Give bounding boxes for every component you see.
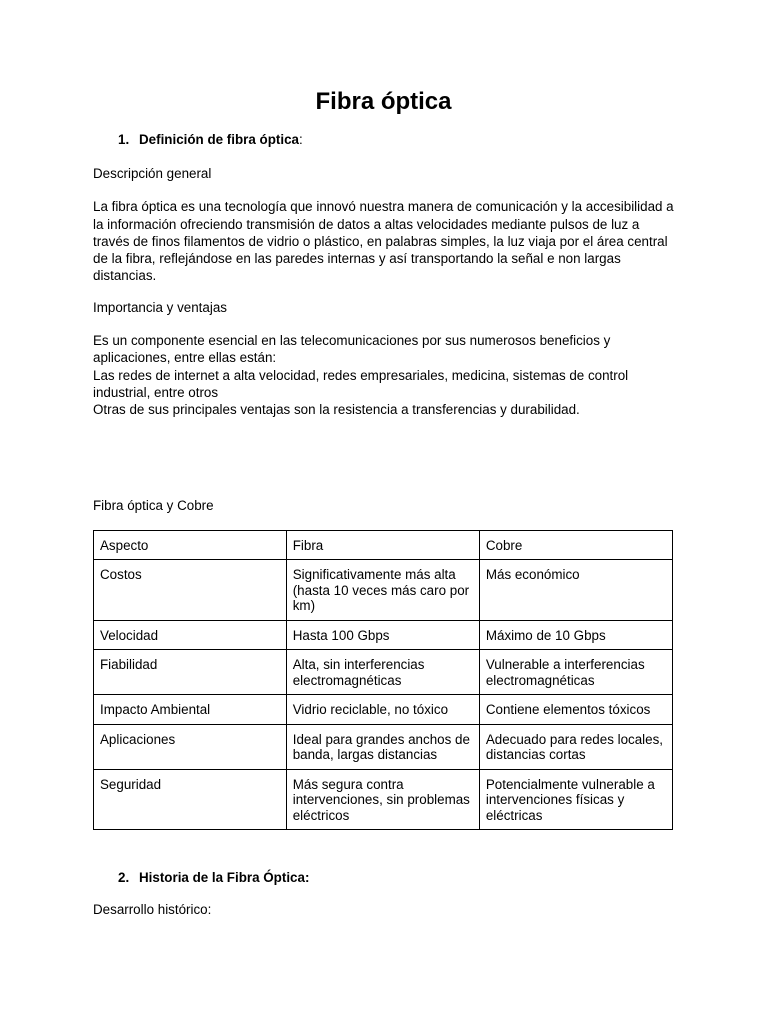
table-header-cell: Cobre <box>479 530 672 560</box>
importance-line: Otras de sus principales ventajas son la resistencia a transferencias y durabilidad. <box>93 402 580 418</box>
table-row <box>94 560 673 621</box>
table-cell: Fiabilidad <box>94 650 287 695</box>
table-row <box>94 695 673 725</box>
table-cell: Costos <box>94 560 287 621</box>
section-number: 1. <box>118 132 130 147</box>
table-cell: Vidrio reciclable, no tóxico <box>286 695 479 725</box>
table-cell: Vulnerable a interferencias electromagnéticas <box>479 650 672 695</box>
section-heading-text: Definición de fibra óptica <box>139 132 299 147</box>
table-cell: Impacto Ambiental <box>94 695 287 725</box>
table-cell: Velocidad <box>94 620 287 650</box>
table-row <box>94 724 673 769</box>
section-heading-colon: : <box>298 132 303 147</box>
document-title: Fibra óptica <box>315 88 452 115</box>
table-caption: Fibra óptica y Cobre <box>93 497 214 513</box>
table-cell: Alta, sin interferencias electromagnéticas <box>286 650 479 695</box>
table-cell: Potencialmente vulnerable a intervenciones físicas y eléctricas <box>479 769 672 830</box>
subheading-desarrollo-historico: Desarrollo histórico: <box>93 902 212 918</box>
section-heading-definicion <box>93 132 674 148</box>
table-header-cell: Aspecto <box>94 530 287 560</box>
subheading-descripcion-general: Descripción general <box>93 166 212 181</box>
table-cell: Adecuado para redes locales, distancias cortas <box>479 724 672 769</box>
paragraph-descripcion: La fibra óptica es una tecnología que innovó nuestra manera de comunicación y la accesibilidad a la información ofreciendo transmisión de datos a altas velocidades mediante pulsos de luz a través de finos filamentos de vidrio o plástico, en palabras simples, la luz viaja por el área central de la fibra, reflejándose en las paredes internas y así transportando la señal e non largas distancias. <box>93 199 674 284</box>
table-cell: Más económico <box>479 560 672 621</box>
table-cell: Más segura contra intervenciones, sin problemas eléctricos <box>286 769 479 830</box>
table-cell: Seguridad <box>94 769 287 830</box>
paragraph-importancia <box>93 332 674 418</box>
section-heading-historia <box>93 870 674 886</box>
table-cell: Aplicaciones <box>94 724 287 769</box>
table-row <box>94 650 673 695</box>
table-cell: Contiene elementos tóxicos <box>479 695 672 725</box>
table-cell: Máximo de 10 Gbps <box>479 620 672 650</box>
subheading-importancia: Importancia y ventajas <box>93 299 227 315</box>
table-cell: Hasta 100 Gbps <box>286 620 479 650</box>
table-cell: Significativamente más alta (hasta 10 veces más caro por km) <box>286 560 479 621</box>
table-cell: Ideal para grandes anchos de banda, largas distancias <box>286 724 479 769</box>
table-header-cell: Fibra <box>286 530 479 560</box>
table-row <box>94 769 673 830</box>
table-row <box>94 620 673 650</box>
comparison-table <box>93 530 673 831</box>
table-header-row <box>94 530 673 560</box>
section-number: 2. <box>118 870 130 886</box>
importance-line: Las redes de internet a alta velocidad, redes empresariales, medicina, sistemas de control industrial, entre otros <box>93 367 629 400</box>
importance-line: Es un componente esencial en las telecomunicaciones por sus numerosos beneficios y aplicaciones, entre ellas están: <box>93 333 611 366</box>
section-heading-text: Historia de la Fibra Óptica: <box>139 870 310 886</box>
